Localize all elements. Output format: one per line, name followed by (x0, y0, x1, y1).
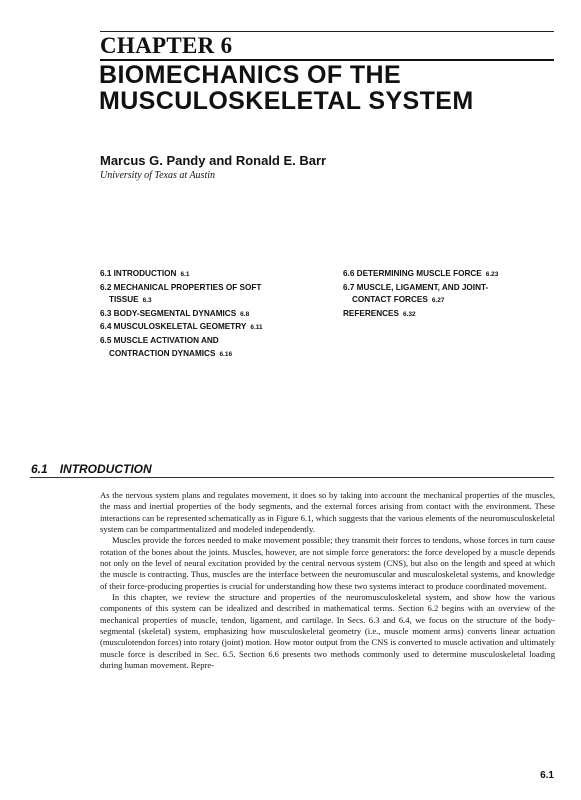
toc-entry[interactable] (100, 308, 336, 322)
toc-entry[interactable] (100, 335, 336, 361)
toc-entry-label: REFERENCES (343, 308, 399, 318)
toc-entry-label: 6.1 INTRODUCTION (100, 269, 177, 278)
toc-entry[interactable] (100, 321, 336, 335)
toc-entry[interactable] (100, 268, 336, 282)
toc-entry-page: 6.3 (142, 297, 152, 305)
page-number: 6.1 (540, 770, 554, 781)
toc-entry-page: 6.27 (431, 297, 445, 305)
toc-entry[interactable] (100, 282, 336, 308)
toc-entry-page: 6.11 (250, 324, 263, 332)
chapter-title-line: MUSCULOSKELETAL SYSTEM (99, 87, 474, 115)
toc-entry-label: 6.4 MUSCULOSKELETAL GEOMETRY (100, 322, 247, 332)
toc-entry-label: 6.2 MECHANICAL PROPERTIES OF SOFT (100, 282, 262, 292)
top-rule (100, 31, 554, 32)
toc-right-column (343, 268, 555, 321)
toc-entry-page: 6.1 (180, 271, 190, 278)
authors: Marcus G. Pandy and Ronald E. Barr (100, 153, 327, 168)
toc-entry-label: 6.3 BODY-SEGMENTAL DYNAMICS (100, 308, 237, 318)
paragraph: Muscles provide the forces needed to make movement possible; they transmit their forces to tendons, whose forces in turn cause rotation of the bones about the joints. Muscles, however, are not simple force generators: the force developed by a muscle depends not only on the level of neural excitation provided by the central nervous system (CNS), but also on the length and speed at which the muscle is contracting. Thus, muscles are the interface between the neuromuscular and musculoskeletal systems, and knowledge of their force-producing properties is crucial for understanding how these two systems interact to produce coordinated movement. (100, 535, 555, 591)
body-text (100, 490, 555, 672)
section-heading (31, 462, 152, 476)
section-rule (30, 477, 554, 478)
paragraph: As the nervous system plans and regulates movement, it does so by taking into account the mechanical properties of the muscles, the mass and inertial properties of the body segments, and the external forces arising from contact with the environment. These interactions can be represented schematically as in Figure 6.1, which suggests that the various elements of the neuromusculoskeletal system can be compartmentalized and modeled independently. (100, 490, 555, 535)
toc-entry-label-cont: CONTRACTION DYNAMICS (109, 348, 216, 358)
section-title: INTRODUCTION (59, 462, 152, 476)
toc-entry[interactable] (343, 308, 555, 322)
toc-entry-label: 6.6 DETERMINING MUSCLE FORCE (343, 269, 482, 278)
toc-entry-label-cont: TISSUE (109, 295, 139, 305)
affiliation: University of Texas at Austin (100, 170, 215, 181)
toc-entry-page: 6.23 (485, 271, 499, 278)
toc-entry-page: 6.16 (219, 350, 233, 358)
chapter-title-line: BIOMECHANICS OF THE (99, 61, 402, 89)
toc-entry[interactable] (343, 282, 555, 308)
chapter-label: CHAPTER 6 (100, 33, 233, 58)
toc-entry[interactable] (343, 268, 555, 282)
toc-left-column (100, 268, 336, 361)
toc-entry-page: 6.32 (402, 310, 416, 318)
chapter-title (99, 62, 554, 114)
toc-entry-label: 6.5 MUSCLE ACTIVATION AND (100, 335, 219, 345)
section-number: 6.1 (31, 462, 48, 476)
paragraph: In this chapter, we review the structure and properties of the neuromusculoskeletal system, and show how the various components of this system can be idealized and described in mathematical terms. Section 6.2 begins with an overview of the mechanical properties of muscle, tendon, ligament, and cartilage. In Secs. 6.3 and 6.4, we focus on the structure of the body-segmental (skeletal) system, emphasizing how musculoskeletal geometry (i.e., muscle moment arms) converts linear actuation (musculotendon forces) into rotary (joint) motion. How motor output from the CNS is converted to muscle activation and ultimately muscle force is described in Sec. 6.5. Section 6.6 presents two methods commonly used to determine musculoskeletal loading during human movement. Repre- (100, 592, 555, 671)
toc-entry-page: 6.8 (240, 310, 250, 318)
toc-entry-label-cont: CONTACT FORCES (352, 295, 428, 305)
toc-entry-label: 6.7 MUSCLE, LIGAMENT, AND JOINT- (343, 282, 489, 292)
